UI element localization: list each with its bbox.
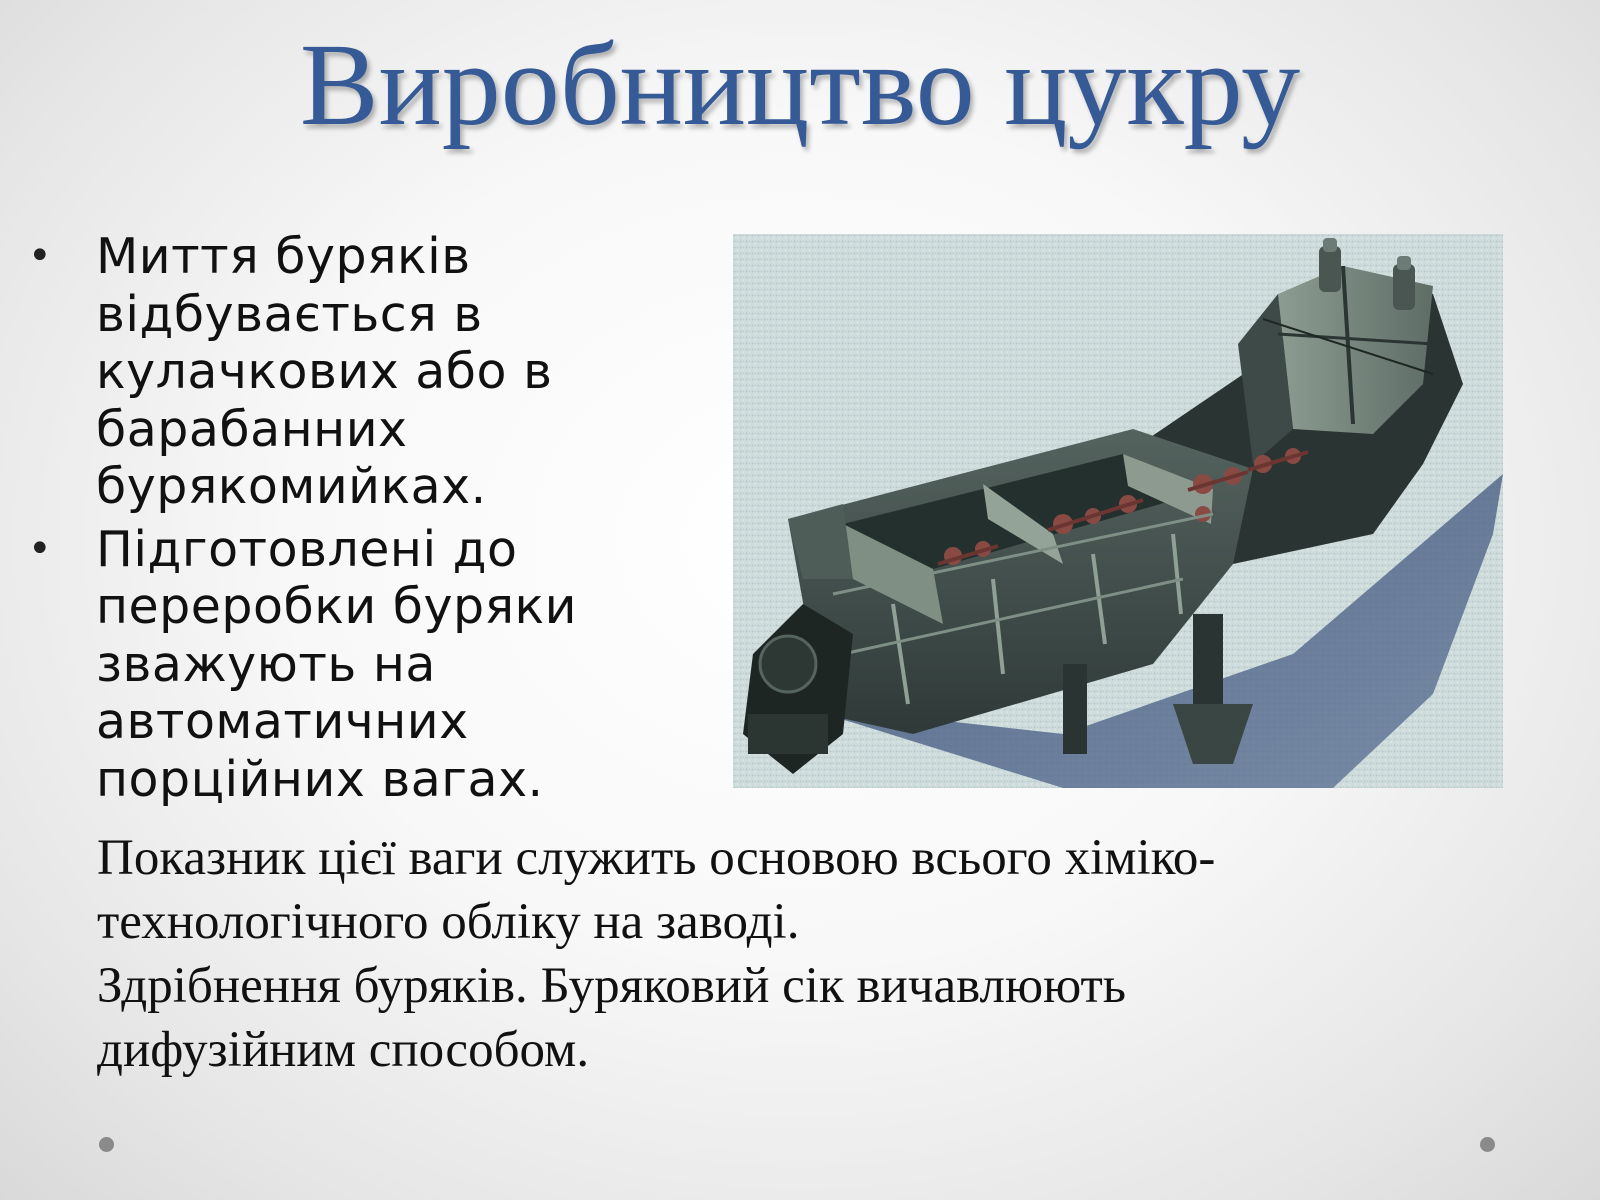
bullet-item-washing bbox=[28, 228, 668, 516]
bullet-dot-icon: • bbox=[28, 525, 53, 572]
body-paragraph bbox=[97, 826, 1537, 1082]
slide-title: Виробництво цукру bbox=[299, 19, 1301, 150]
body-line: Здрібнення буряків. Буряковий сік вичавлюють bbox=[97, 958, 1127, 1014]
bullet-dot-icon: • bbox=[28, 233, 53, 279]
body-line: Показник цієї ваги служить основою всього хіміко- bbox=[97, 830, 1216, 886]
support-leg bbox=[1063, 664, 1087, 754]
bullet-line: автоматичних bbox=[96, 693, 469, 750]
bullet-list bbox=[28, 228, 668, 813]
motor-left bbox=[1319, 246, 1341, 292]
bullet-line: переробки буряки bbox=[96, 578, 577, 635]
body-line: технологічного обліку на заводі. bbox=[97, 894, 800, 950]
bullet-line: бурякомийках. bbox=[96, 458, 487, 515]
bullet-line: Підготовлені до bbox=[96, 520, 518, 578]
flywheel bbox=[760, 636, 816, 692]
bullet-line: барабанних bbox=[96, 400, 408, 458]
bullet-item-weighing bbox=[28, 521, 668, 809]
bullet-line: Миття буряків bbox=[96, 228, 471, 285]
bullet-line: кулачкових або в bbox=[96, 343, 553, 400]
body-line: дифузійним способом. bbox=[97, 1022, 590, 1078]
beet-washing-machine-illustration bbox=[733, 234, 1503, 788]
nav-dot-icon bbox=[1480, 1137, 1495, 1152]
nav-dot-icon bbox=[99, 1137, 114, 1152]
bullet-line: відбувається в bbox=[96, 285, 483, 343]
bullet-line: порційних вагах. bbox=[96, 750, 544, 808]
bullet-line: зважують на bbox=[96, 635, 436, 693]
motor-right bbox=[1393, 264, 1415, 310]
